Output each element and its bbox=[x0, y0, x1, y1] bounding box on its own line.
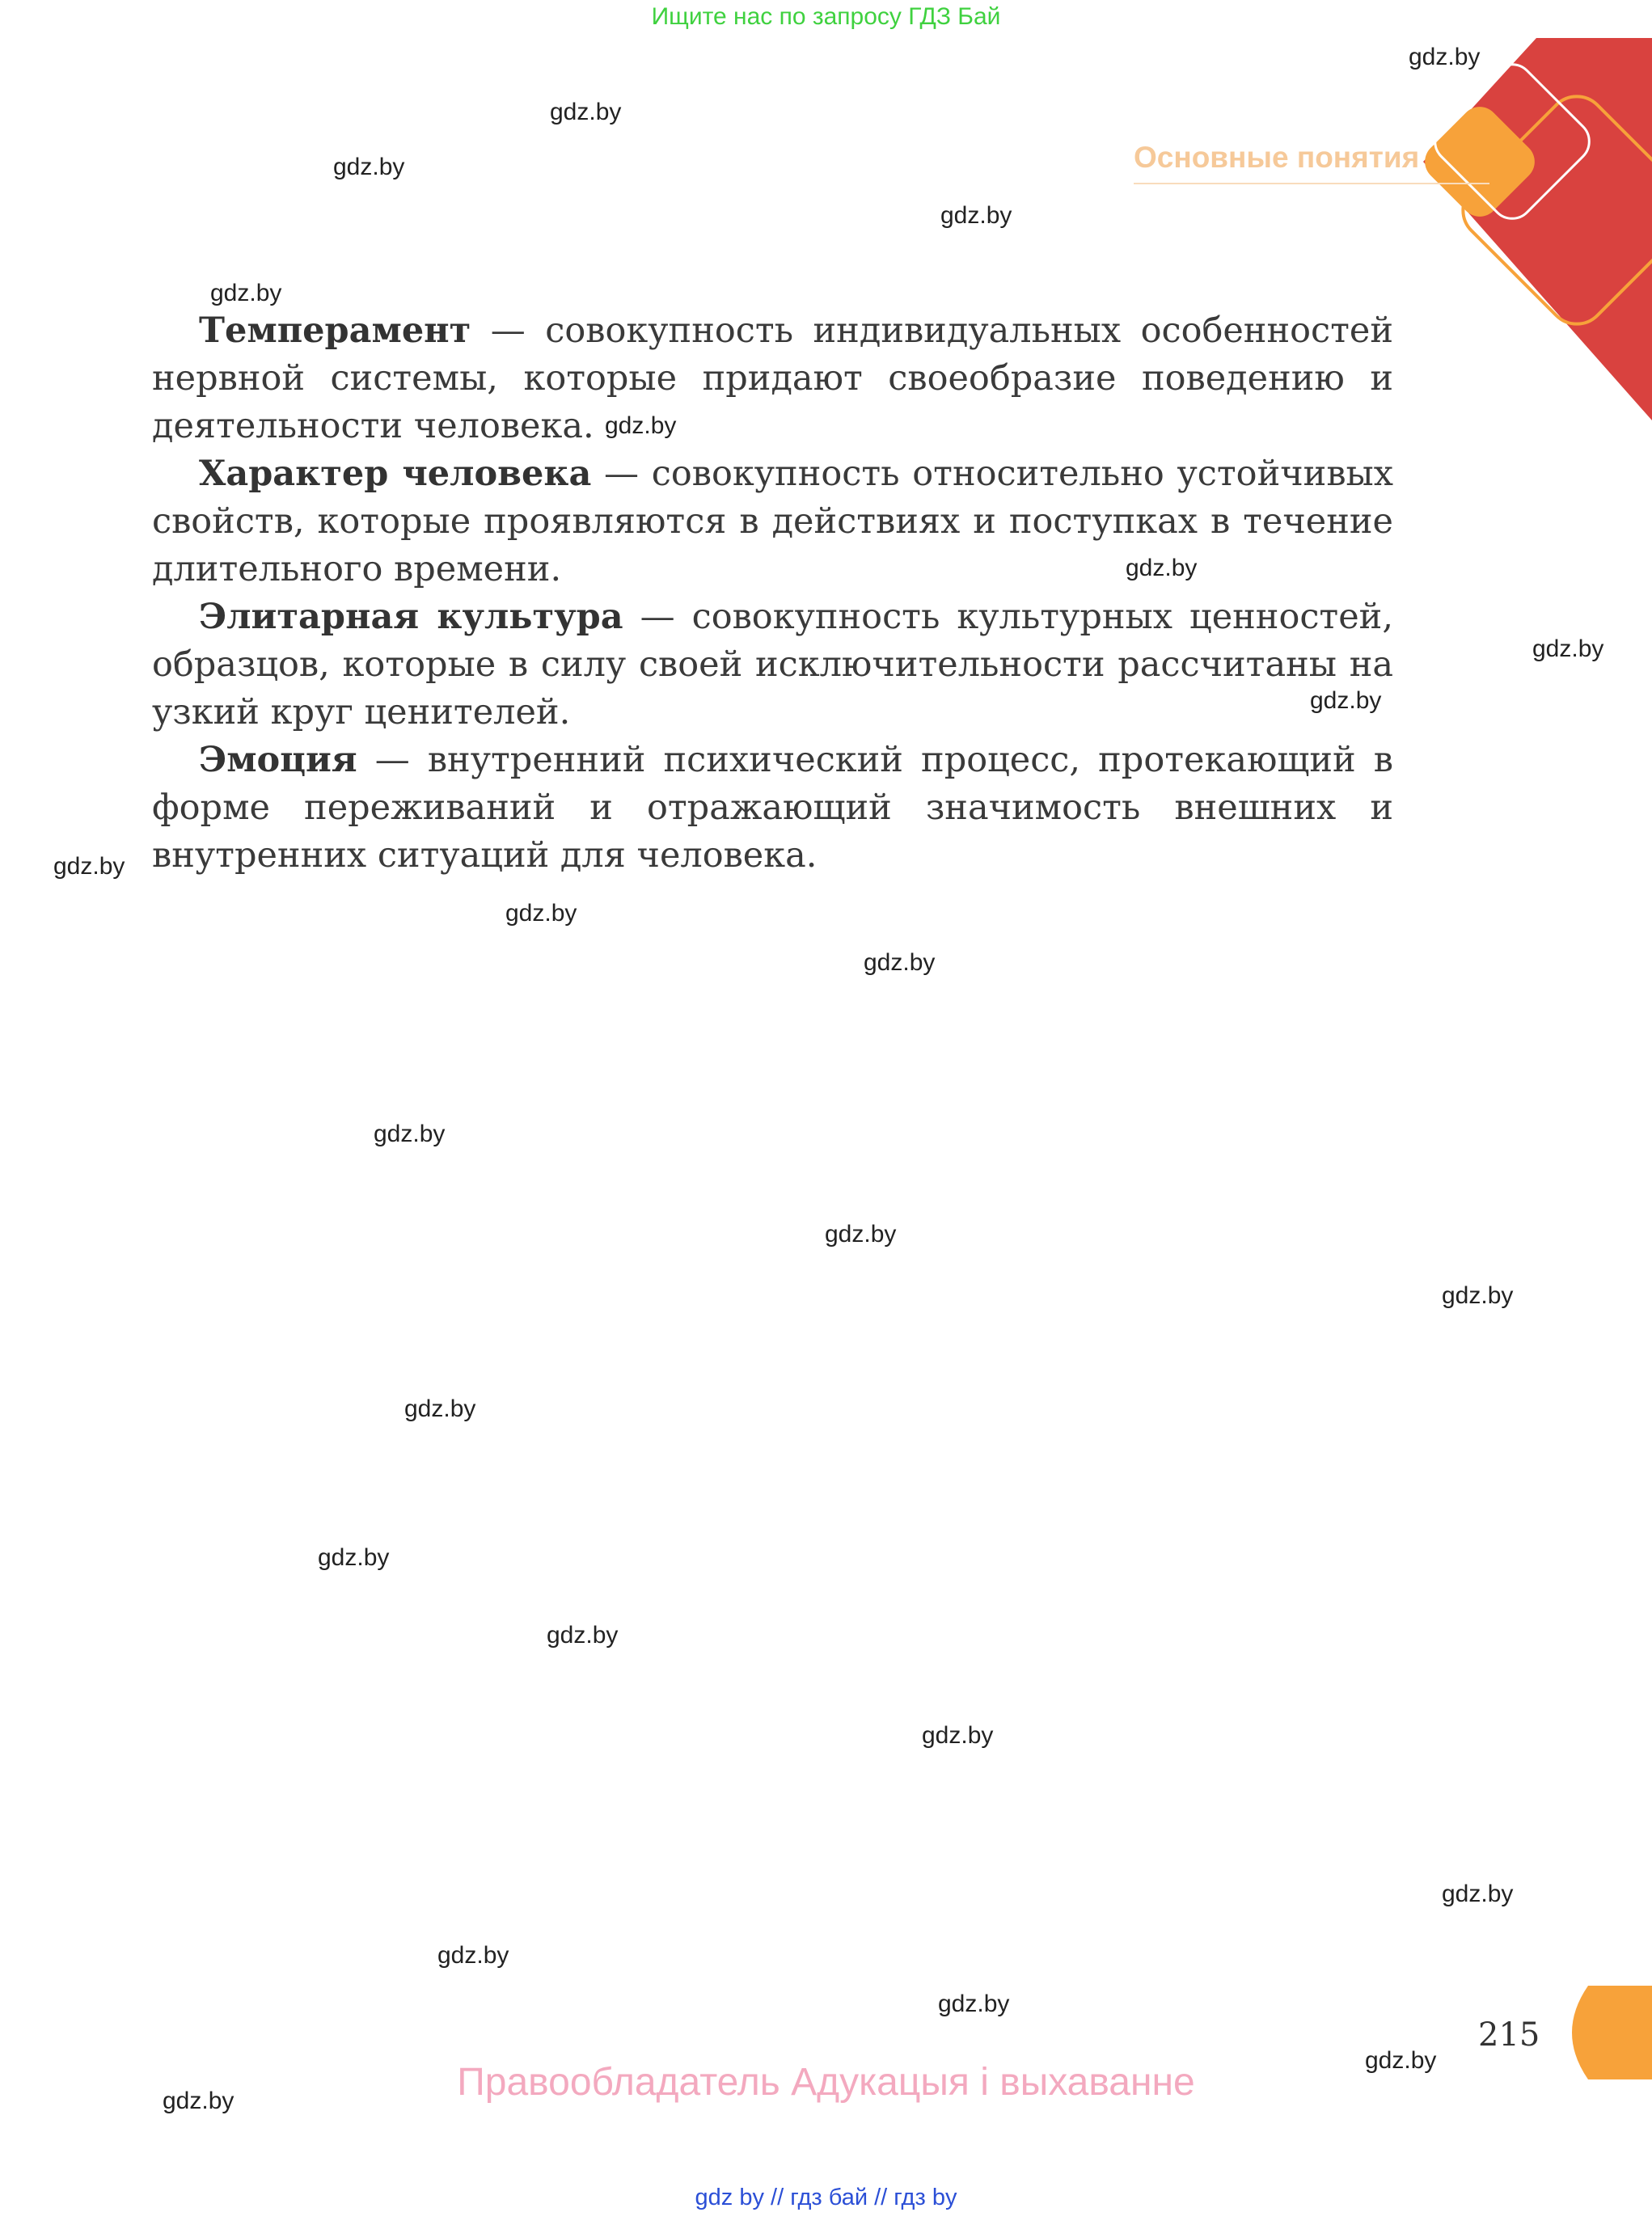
definition-character bbox=[152, 450, 1393, 593]
watermark: gdz.by bbox=[1126, 555, 1198, 581]
top-banner[interactable]: Ищите нас по запросу ГДЗ Бай bbox=[651, 3, 1001, 30]
definition-body: — совокупность индивидуальных особенностей нервной системы, которые придают своеобразие поведению и деятельности человека. bbox=[152, 310, 1393, 446]
definition-emotion bbox=[152, 737, 1393, 880]
watermark: gdz.by bbox=[940, 202, 1012, 229]
definition-body: — совокупность культурных ценностей, образцов, которые в силу своей исключительности рассчитаны на узкий круг ценителей. bbox=[152, 597, 1393, 733]
page-number: 215 bbox=[1478, 2016, 1540, 2054]
watermark: gdz.by bbox=[404, 1395, 476, 1422]
watermark: gdz.by bbox=[605, 412, 677, 439]
watermark: gdz.by bbox=[938, 1991, 1010, 2017]
watermark: gdz.by bbox=[1365, 2047, 1437, 2074]
definition-term: Эмоция bbox=[199, 740, 357, 780]
watermark: gdz.by bbox=[53, 853, 125, 880]
definition-elite-culture bbox=[152, 593, 1393, 737]
definition-body: — внутренний психический процесс, протекающий в форме переживаний и отражающий значимость внешних и внутренних ситуаций для человека. bbox=[152, 740, 1393, 876]
watermark: gdz.by bbox=[550, 99, 622, 125]
watermark: gdz.by bbox=[374, 1121, 446, 1147]
watermark: gdz.by bbox=[1310, 687, 1382, 714]
watermark: gdz.by bbox=[437, 1942, 509, 1969]
watermark: gdz.by bbox=[1442, 1282, 1514, 1309]
section-title-rule bbox=[1134, 183, 1489, 184]
watermark: gdz.by bbox=[1532, 635, 1604, 662]
definition-term: Характер человека bbox=[199, 454, 592, 494]
watermark: gdz.by bbox=[333, 154, 405, 180]
watermark: gdz.by bbox=[505, 900, 577, 927]
corner-decoration bbox=[1375, 32, 1652, 420]
definition-temperament bbox=[152, 307, 1393, 450]
definitions-text bbox=[152, 307, 1393, 880]
definition-body: — совокупность относительно устойчивых свойств, которые проявляются в действиях и поступках в течение длительного времени. bbox=[152, 454, 1393, 589]
watermark: gdz.by bbox=[163, 2088, 234, 2114]
watermark: gdz.by bbox=[922, 1722, 994, 1749]
definition-term: Элитарная культура bbox=[199, 597, 623, 637]
footer-links[interactable]: gdz by // гдз бай // гдз by bbox=[695, 2185, 957, 2210]
watermark: gdz.by bbox=[1442, 1881, 1514, 1907]
definition-term: Темперамент bbox=[199, 310, 471, 351]
rights-notice: Правообладатель Адукацыя і выхаванне bbox=[457, 2061, 1195, 2104]
watermark: gdz.by bbox=[825, 1221, 897, 1248]
watermark: gdz.by bbox=[547, 1622, 619, 1649]
section-title: Основные понятия bbox=[1134, 141, 1420, 174]
watermark: gdz.by bbox=[1409, 44, 1481, 70]
watermark: gdz.by bbox=[864, 949, 936, 976]
watermark: gdz.by bbox=[210, 280, 282, 306]
watermark: gdz.by bbox=[318, 1544, 390, 1571]
